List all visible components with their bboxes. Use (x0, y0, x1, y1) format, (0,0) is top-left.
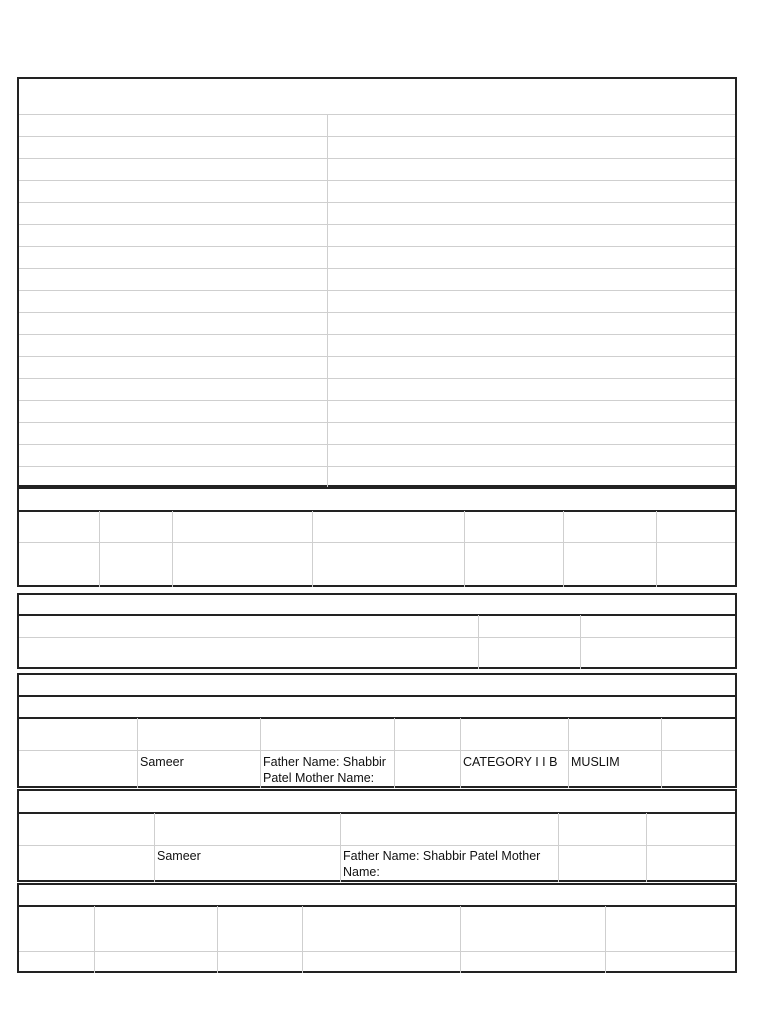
guardian-parents-names: Father Name: Shabbir Patel Mother Name: (343, 849, 541, 879)
form-grid-main (17, 77, 737, 487)
guardian-details-table (17, 789, 737, 882)
form-grid-seven-col (17, 487, 737, 587)
form-grid-bottom (17, 883, 737, 973)
student-first-name: Sameer (140, 755, 184, 769)
parents-names: Father Name: Shabbir Patel Mother Name: (263, 755, 386, 785)
caste-category: CATEGORY I I B (463, 755, 558, 769)
religion: MUSLIM (571, 755, 620, 769)
form-grid-three-col (17, 593, 737, 669)
guardian-first-name: Sameer (157, 849, 201, 863)
admission-details-table (17, 673, 737, 788)
